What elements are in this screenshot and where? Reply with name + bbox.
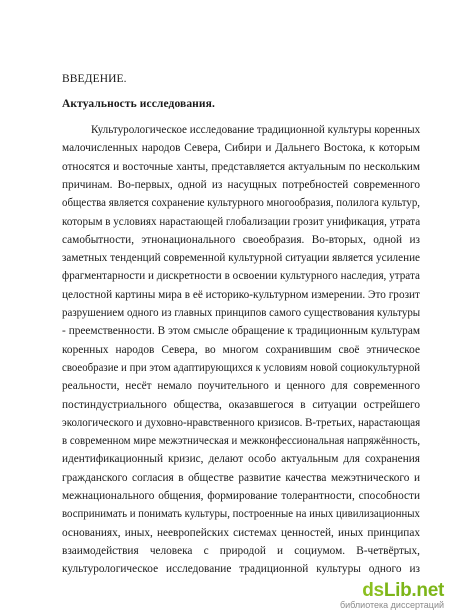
- text-line: гражданского согласия в обществе развитие качества межэтнического и: [62, 471, 420, 484]
- text-line: в современном мире межэтническая и межконфессиональная напряжённость,: [62, 435, 421, 448]
- text-line: - преемственности. В этом смысле обращение к традиционным культурам: [62, 325, 420, 338]
- text-line: межнационального общения, формирование толерантности, способности: [62, 490, 420, 502]
- text-line: постиндустриального общества, оказавшегося в ситуации острейшего: [62, 398, 420, 411]
- text-line: культурологическое исследование традиционной культуры одного из: [62, 563, 420, 576]
- text-line: относятся и восточные ханты, представляется актуальным по нескольким: [62, 160, 420, 173]
- dslib-watermark: [324, 581, 444, 611]
- text-line: воспринимать и понимать культуры, построенные на иных цивилизационных: [62, 508, 420, 521]
- text-line: своеобразие и при этом адаптирующихся к условиям новой социокультурной: [62, 361, 421, 374]
- text-line: которым в условиях нарастающей глобализации грозит унификация, утрата: [62, 215, 421, 228]
- text-line: разрушением одного из главных принципов самого существования культуры: [62, 307, 421, 319]
- text-line: заметных тенденций современной культурной ситуации является усиление: [62, 252, 421, 265]
- text-line: коренных народов Севера, во многом сохранившим своё этническое: [62, 343, 420, 356]
- text-line: Культурологическое исследование традиционной культуры коренных: [91, 124, 421, 136]
- text-line: взаимодействия человека с природой и социумом. В-четвёртых,: [62, 544, 420, 557]
- dslib-subtitle: библиотека диссертаций: [339, 600, 444, 610]
- text-line: самобытности, этнонационального своеобразия. Во-вторых, одной из: [62, 233, 420, 246]
- text-line: целостной картины мира в её историко-культурном измерении. Это грозит: [62, 288, 420, 301]
- section-heading: Актуальность исследования.: [62, 98, 215, 110]
- text-line: экологического и духовно-нравственного кризисов. В-третьих, нарастающая: [62, 416, 421, 429]
- text-line: реальности, несёт немало поучительного и ценного для современного: [62, 380, 420, 393]
- text-line: причинам. Во-первых, одной из насущных потребностей современного: [62, 178, 420, 191]
- chapter-title: ВВЕДЕНИЕ.: [62, 73, 127, 85]
- dslib-logo: dsLib.net: [362, 580, 444, 601]
- text-line: общества является сохранение культурного многообразия, полилога культур,: [62, 197, 421, 210]
- text-line: идентификационный кризис, делают особо актуальным для сохранения: [62, 453, 420, 466]
- text-line: основаниях, иных, неевропейских системах ценностей, иных принципах: [62, 526, 420, 539]
- text-line: малочисленных народов Севера, Сибири и Дальнего Востока, к которым: [62, 142, 420, 155]
- text-line: фрагментарности и дискретности в освоении культурного наследия, утрата: [62, 270, 420, 283]
